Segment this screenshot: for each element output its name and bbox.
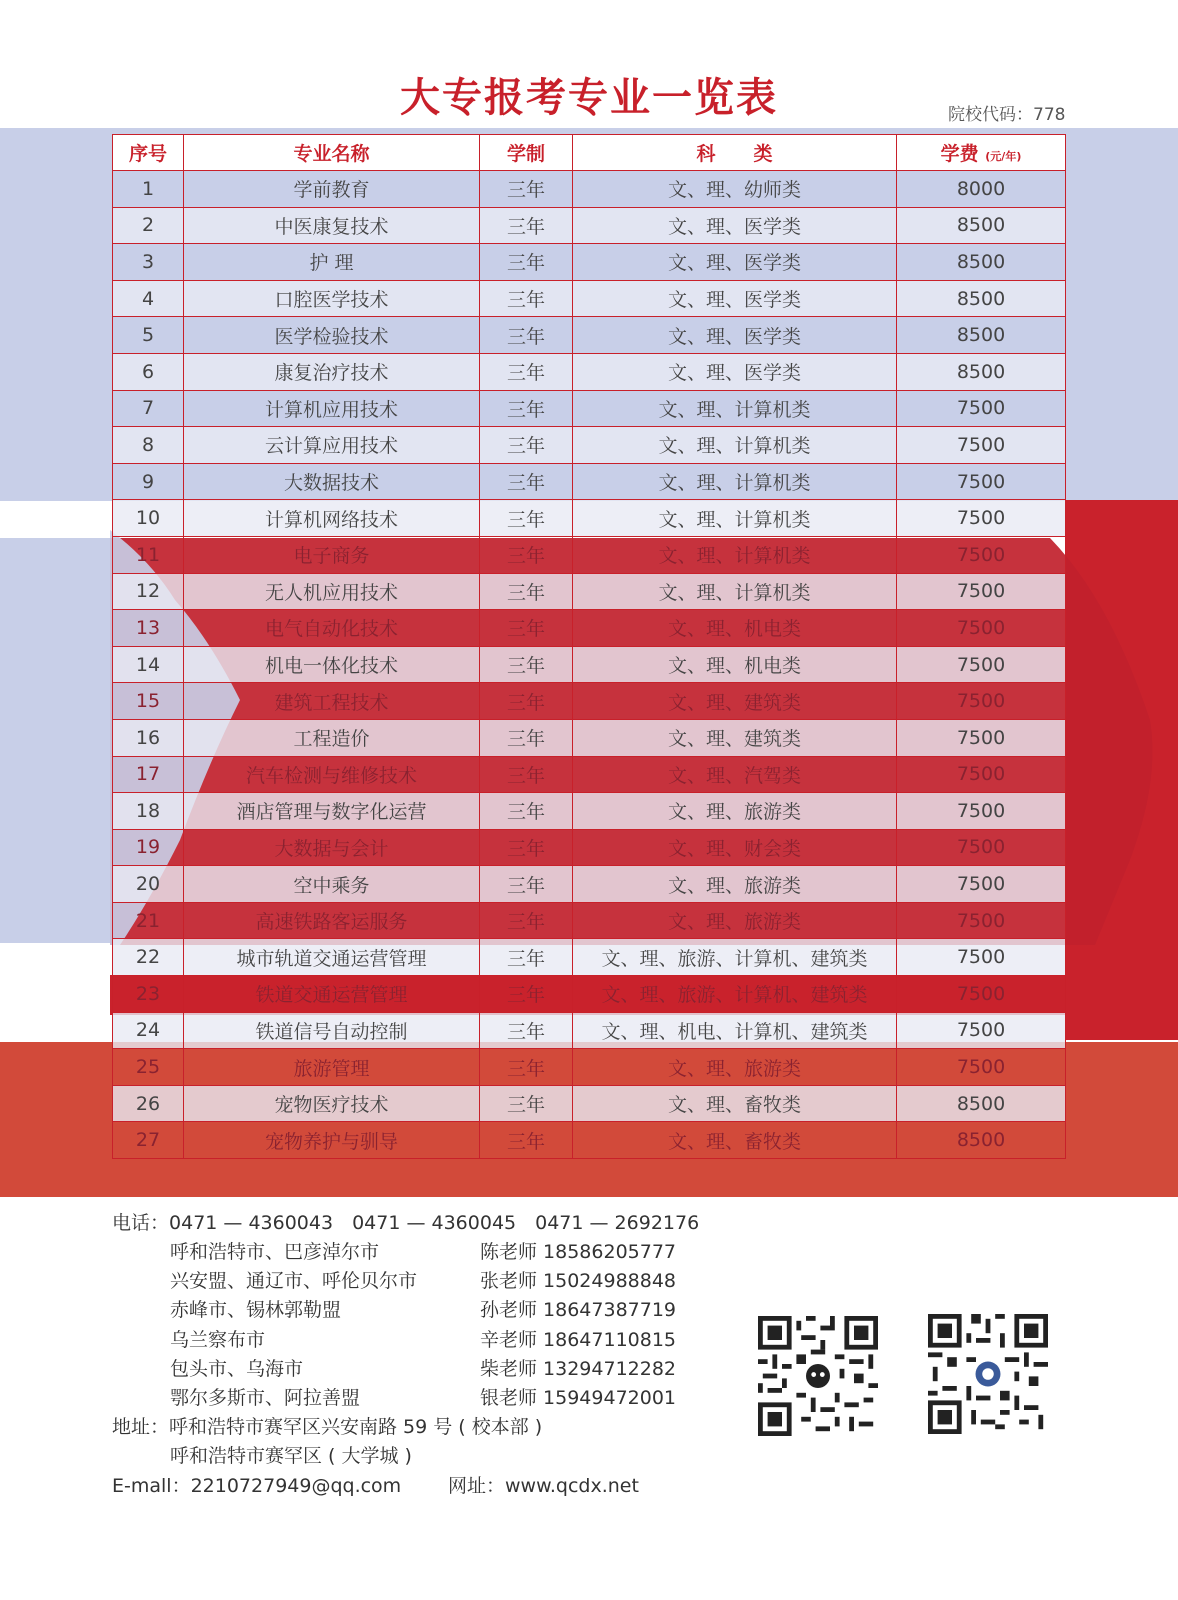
cell-fee: 8500 bbox=[897, 280, 1066, 317]
cell-category: 文、理、幼师类 bbox=[573, 171, 897, 208]
cell-name: 大数据与会计 bbox=[184, 829, 480, 866]
address-main: 呼和浩特市赛罕区兴安南路 59 号 ( 校本部 ) bbox=[169, 1416, 543, 1438]
cell-name: 汽车检测与维修技术 bbox=[184, 756, 480, 793]
cell-name: 电气自动化技术 bbox=[184, 610, 480, 647]
cell-no: 24 bbox=[113, 1012, 184, 1049]
cell-name: 大数据技术 bbox=[184, 463, 480, 500]
header-category: 科 类 bbox=[573, 135, 897, 171]
cell-name: 护 理 bbox=[184, 244, 480, 281]
cell-fee: 7500 bbox=[897, 463, 1066, 500]
header-duration: 学制 bbox=[480, 135, 573, 171]
cell-no: 14 bbox=[113, 646, 184, 683]
cell-fee: 7500 bbox=[897, 1049, 1066, 1086]
region-area: 包头市、乌海市 bbox=[170, 1357, 304, 1380]
cell-no: 22 bbox=[113, 939, 184, 976]
cell-category: 文、理、医学类 bbox=[573, 244, 897, 281]
cell-no: 2 bbox=[113, 207, 184, 244]
school-code: 院校代码：778 bbox=[948, 105, 1066, 125]
cell-duration: 三年 bbox=[480, 390, 573, 427]
cell-duration: 三年 bbox=[480, 1085, 573, 1122]
cell-duration: 三年 bbox=[480, 976, 573, 1013]
cell-fee: 8500 bbox=[897, 1085, 1066, 1122]
cell-category: 文、理、畜牧类 bbox=[573, 1085, 897, 1122]
cell-no: 11 bbox=[113, 536, 184, 573]
majors-table bbox=[112, 134, 1066, 1159]
cell-category: 文、理、计算机类 bbox=[573, 427, 897, 464]
cell-category: 文、理、医学类 bbox=[573, 317, 897, 354]
cell-category: 文、理、计算机类 bbox=[573, 573, 897, 610]
cell-name: 铁道交通运营管理 bbox=[184, 976, 480, 1013]
header-fee-unit: (元/年) bbox=[985, 150, 1022, 163]
cell-duration: 三年 bbox=[480, 244, 573, 281]
cell-category: 文、理、旅游类 bbox=[573, 793, 897, 830]
cell-no: 3 bbox=[113, 244, 184, 281]
cell-category: 文、理、机电类 bbox=[573, 646, 897, 683]
header-name: 专业名称 bbox=[184, 135, 480, 171]
table-row bbox=[113, 1085, 1066, 1122]
cell-fee: 8500 bbox=[897, 353, 1066, 390]
table-header-row bbox=[113, 135, 1066, 171]
cell-no: 17 bbox=[113, 756, 184, 793]
cell-duration: 三年 bbox=[480, 207, 573, 244]
cell-category: 文、理、医学类 bbox=[573, 353, 897, 390]
cell-no: 10 bbox=[113, 500, 184, 537]
address-label: 地址： bbox=[112, 1416, 170, 1438]
table-row bbox=[113, 573, 1066, 610]
cell-name: 空中乘务 bbox=[184, 866, 480, 903]
cell-no: 18 bbox=[113, 793, 184, 830]
cell-name: 中医康复技术 bbox=[184, 207, 480, 244]
cell-category: 文、理、建筑类 bbox=[573, 683, 897, 720]
cell-duration: 三年 bbox=[480, 610, 573, 647]
cell-duration: 三年 bbox=[480, 573, 573, 610]
email-line: E-mall：2210727949@qq.com bbox=[112, 1475, 402, 1497]
cell-no: 8 bbox=[113, 427, 184, 464]
cell-name: 口腔医学技术 bbox=[184, 280, 480, 317]
cell-name: 宠物医疗技术 bbox=[184, 1085, 480, 1122]
table-body bbox=[113, 171, 1066, 1159]
cell-category: 文、理、医学类 bbox=[573, 207, 897, 244]
cell-fee: 7500 bbox=[897, 976, 1066, 1013]
cell-category: 文、理、旅游、计算机、建筑类 bbox=[573, 976, 897, 1013]
school-qr-code-icon bbox=[928, 1314, 1048, 1434]
cell-name: 工程造价 bbox=[184, 719, 480, 756]
cell-duration: 三年 bbox=[480, 1012, 573, 1049]
cell-category: 文、理、计算机类 bbox=[573, 500, 897, 537]
cell-category: 文、理、计算机类 bbox=[573, 390, 897, 427]
cell-no: 26 bbox=[113, 1085, 184, 1122]
address-line bbox=[112, 1412, 542, 1439]
cell-name: 建筑工程技术 bbox=[184, 683, 480, 720]
table-row bbox=[113, 793, 1066, 830]
cell-category: 文、理、旅游类 bbox=[573, 1049, 897, 1086]
cell-fee: 7500 bbox=[897, 500, 1066, 537]
cell-duration: 三年 bbox=[480, 646, 573, 683]
cell-duration: 三年 bbox=[480, 939, 573, 976]
cell-no: 7 bbox=[113, 390, 184, 427]
table-row bbox=[113, 463, 1066, 500]
phone-label: 电话： bbox=[112, 1212, 170, 1234]
cell-fee: 7500 bbox=[897, 536, 1066, 573]
cell-no: 15 bbox=[113, 683, 184, 720]
cell-category: 文、理、旅游、计算机、建筑类 bbox=[573, 939, 897, 976]
cell-category: 文、理、畜牧类 bbox=[573, 1122, 897, 1159]
table-row bbox=[113, 171, 1066, 208]
cell-fee: 7500 bbox=[897, 427, 1066, 464]
table-row bbox=[113, 610, 1066, 647]
cell-duration: 三年 bbox=[480, 1122, 573, 1159]
cell-name: 计算机应用技术 bbox=[184, 390, 480, 427]
cell-no: 23 bbox=[113, 976, 184, 1013]
cell-duration: 三年 bbox=[480, 171, 573, 208]
header-no: 序号 bbox=[113, 135, 184, 171]
cell-category: 文、理、旅游类 bbox=[573, 866, 897, 903]
cell-duration: 三年 bbox=[480, 1049, 573, 1086]
table-row bbox=[113, 719, 1066, 756]
table-row bbox=[113, 646, 1066, 683]
table-row bbox=[113, 244, 1066, 281]
phone-numbers: 0471 — 4360043 0471 — 4360045 0471 — 2692176 bbox=[169, 1212, 700, 1234]
cell-category: 文、理、建筑类 bbox=[573, 719, 897, 756]
address-secondary: 呼和浩特市赛罕区 ( 大学城 ) bbox=[170, 1445, 412, 1467]
cell-fee: 8500 bbox=[897, 244, 1066, 281]
region-teacher: 银老师 15949472001 bbox=[480, 1387, 677, 1409]
cell-no: 6 bbox=[113, 353, 184, 390]
cell-duration: 三年 bbox=[480, 866, 573, 903]
cell-fee: 7500 bbox=[897, 902, 1066, 939]
cell-name: 旅游管理 bbox=[184, 1049, 480, 1086]
cell-no: 12 bbox=[113, 573, 184, 610]
cell-duration: 三年 bbox=[480, 902, 573, 939]
cell-name: 医学检验技术 bbox=[184, 317, 480, 354]
table-row bbox=[113, 536, 1066, 573]
cell-duration: 三年 bbox=[480, 829, 573, 866]
phone-line bbox=[112, 1208, 699, 1235]
cell-no: 1 bbox=[113, 171, 184, 208]
cell-fee: 7500 bbox=[897, 646, 1066, 683]
cell-no: 25 bbox=[113, 1049, 184, 1086]
cell-no: 21 bbox=[113, 902, 184, 939]
cell-no: 27 bbox=[113, 1122, 184, 1159]
cell-fee: 8000 bbox=[897, 171, 1066, 208]
region-teacher: 辛老师 18647110815 bbox=[480, 1328, 677, 1351]
table-row bbox=[113, 390, 1066, 427]
cell-fee: 7500 bbox=[897, 683, 1066, 720]
cell-fee: 7500 bbox=[897, 793, 1066, 830]
cell-name: 城市轨道交通运营管理 bbox=[184, 939, 480, 976]
cell-fee: 7500 bbox=[897, 390, 1066, 427]
cell-fee: 7500 bbox=[897, 1012, 1066, 1049]
cell-category: 文、理、机电、计算机、建筑类 bbox=[573, 1012, 897, 1049]
cell-fee: 7500 bbox=[897, 719, 1066, 756]
cell-fee: 7500 bbox=[897, 866, 1066, 903]
cell-fee: 7500 bbox=[897, 573, 1066, 610]
table-row bbox=[113, 829, 1066, 866]
cell-duration: 三年 bbox=[480, 719, 573, 756]
cell-no: 16 bbox=[113, 719, 184, 756]
region-area: 呼和浩特市、巴彦淖尔市 bbox=[170, 1241, 380, 1263]
table-row bbox=[113, 902, 1066, 939]
cell-no: 13 bbox=[113, 610, 184, 647]
region-area: 鄂尔多斯市、阿拉善盟 bbox=[170, 1387, 361, 1409]
table-row bbox=[113, 280, 1066, 317]
cell-duration: 三年 bbox=[480, 463, 573, 500]
cell-duration: 三年 bbox=[480, 500, 573, 537]
region-teacher: 孙老师 18647387719 bbox=[480, 1299, 677, 1322]
region-teacher: 柴老师 13294712282 bbox=[480, 1357, 677, 1380]
cell-category: 文、理、旅游类 bbox=[573, 902, 897, 939]
cell-category: 文、理、机电类 bbox=[573, 610, 897, 647]
table-row bbox=[113, 976, 1066, 1013]
cell-duration: 三年 bbox=[480, 427, 573, 464]
cell-duration: 三年 bbox=[480, 536, 573, 573]
cell-name: 无人机应用技术 bbox=[184, 573, 480, 610]
cell-category: 文、理、计算机类 bbox=[573, 536, 897, 573]
cell-fee: 7500 bbox=[897, 829, 1066, 866]
cell-fee: 8500 bbox=[897, 317, 1066, 354]
table-row bbox=[113, 1049, 1066, 1086]
cell-name: 康复治疗技术 bbox=[184, 353, 480, 390]
table-row bbox=[113, 207, 1066, 244]
cell-no: 5 bbox=[113, 317, 184, 354]
cell-name: 电子商务 bbox=[184, 536, 480, 573]
region-area: 兴安盟、通辽市、呼伦贝尔市 bbox=[170, 1270, 418, 1293]
header-fee bbox=[897, 135, 1066, 171]
table-row bbox=[113, 756, 1066, 793]
page-title: 大专报考专业一览表 bbox=[400, 75, 778, 121]
cell-duration: 三年 bbox=[480, 683, 573, 720]
cell-fee: 8500 bbox=[897, 207, 1066, 244]
cell-duration: 三年 bbox=[480, 756, 573, 793]
table-row bbox=[113, 1012, 1066, 1049]
cell-category: 文、理、医学类 bbox=[573, 280, 897, 317]
cell-no: 20 bbox=[113, 866, 184, 903]
region-teacher: 张老师 15024988848 bbox=[480, 1270, 677, 1293]
table-row bbox=[113, 683, 1066, 720]
cell-category: 文、理、计算机类 bbox=[573, 463, 897, 500]
region-area: 乌兰察布市 bbox=[170, 1328, 266, 1351]
cell-duration: 三年 bbox=[480, 793, 573, 830]
cell-name: 计算机网络技术 bbox=[184, 500, 480, 537]
cell-name: 云计算应用技术 bbox=[184, 427, 480, 464]
region-area: 赤峰市、锡林郭勒盟 bbox=[170, 1299, 342, 1322]
table-row bbox=[113, 317, 1066, 354]
cell-name: 宠物养护与驯导 bbox=[184, 1122, 480, 1159]
cell-name: 机电一体化技术 bbox=[184, 646, 480, 683]
cell-duration: 三年 bbox=[480, 280, 573, 317]
table-row bbox=[113, 353, 1066, 390]
cell-category: 文、理、汽驾类 bbox=[573, 756, 897, 793]
cell-name: 高速铁路客运服务 bbox=[184, 902, 480, 939]
cell-duration: 三年 bbox=[480, 353, 573, 390]
table-row bbox=[113, 1122, 1066, 1159]
cell-fee: 7500 bbox=[897, 756, 1066, 793]
cell-no: 9 bbox=[113, 463, 184, 500]
cell-fee: 8500 bbox=[897, 1122, 1066, 1159]
cell-name: 酒店管理与数字化运营 bbox=[184, 793, 480, 830]
table-row bbox=[113, 427, 1066, 464]
cell-fee: 7500 bbox=[897, 610, 1066, 647]
table-row bbox=[113, 866, 1066, 903]
wechat-qr-code-icon bbox=[758, 1316, 878, 1436]
region-teacher: 陈老师 18586205777 bbox=[480, 1241, 677, 1263]
cell-fee: 7500 bbox=[897, 939, 1066, 976]
header-fee-label: 学费 bbox=[940, 143, 979, 165]
cell-no: 19 bbox=[113, 829, 184, 866]
cell-name: 铁道信号自动控制 bbox=[184, 1012, 480, 1049]
cell-category: 文、理、财会类 bbox=[573, 829, 897, 866]
cell-name: 学前教育 bbox=[184, 171, 480, 208]
website-line: 网址：www.qcdx.net bbox=[448, 1475, 639, 1497]
cell-no: 4 bbox=[113, 280, 184, 317]
table-row bbox=[113, 500, 1066, 537]
cell-duration: 三年 bbox=[480, 317, 573, 354]
table-row bbox=[113, 939, 1066, 976]
